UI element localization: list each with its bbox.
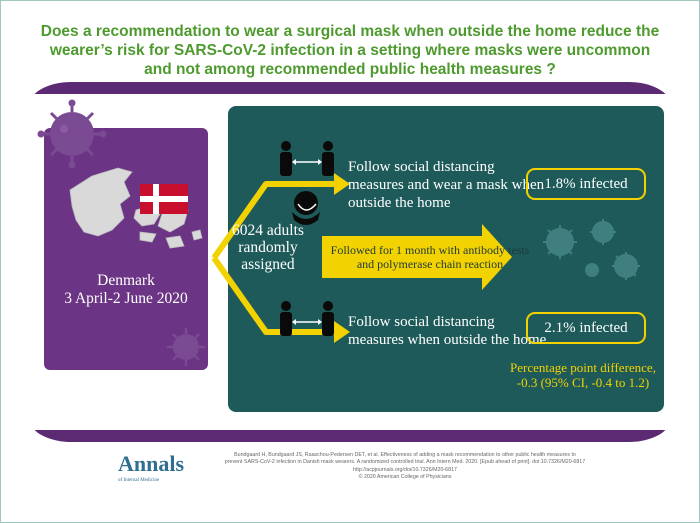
citation-line: Bundgaard H, Bundgaard JS, Raaschou-Pedersen DET, et al. Effectiveness of adding a mask recommendation to other public health measures to [234, 452, 576, 458]
danish-flag-icon [140, 184, 188, 214]
annals-logo [118, 451, 185, 490]
arm-mask-label: Follow social distancing measures and wear a mask when outside the home [348, 159, 545, 211]
logo-wordmark: Annals [118, 451, 185, 476]
follow-up-label: Followed for 1 month with antibody tests and polymerase chain reaction [330, 243, 530, 271]
arm-control-label: Follow social distancing measures when outside the home [348, 314, 547, 348]
percentage-difference: Percentage point difference, -0.3 (95% CI, -0.4 to 1.2) [510, 360, 656, 390]
arm-mask-result: 1.8% infected [526, 168, 646, 200]
citation-block [190, 452, 620, 482]
citation-url[interactable]: http://acpjournals.org/doi/10.7326/M20-6817 [353, 466, 457, 473]
citation-copyright: © 2020 American College of Physicians [358, 474, 452, 481]
location-dates: 3 April-2 June 2020 [64, 290, 188, 307]
mask-wearer-icon [292, 191, 320, 225]
citation-line: prevent SARS-CoV-2 infection in Danish mask wearers. A randomized controlled trial. Ann Intern Med. 2020. [Epub ahead of print]. doi:10.7326/M20-6817 [224, 459, 586, 466]
location-country: Denmark [97, 272, 155, 289]
virus-icon [167, 328, 205, 366]
virus-cluster-icon [543, 219, 640, 280]
infographic-title: Does a recommendation to wear a surgical mask when outside the home reduce the wearer’s risk for SARS-CoV-2 infection in a setting where masks were uncommon and not among recommended public health measures ? [40, 23, 660, 78]
people-distancing-icon [280, 141, 334, 176]
arm-control-result: 2.1% infected [526, 312, 646, 344]
location-label [44, 272, 208, 308]
virus-icon [38, 100, 107, 169]
participants-label: 6024 adults randomly assigned [232, 222, 304, 273]
logo-subtitle: of Internal Medicine [118, 478, 160, 483]
